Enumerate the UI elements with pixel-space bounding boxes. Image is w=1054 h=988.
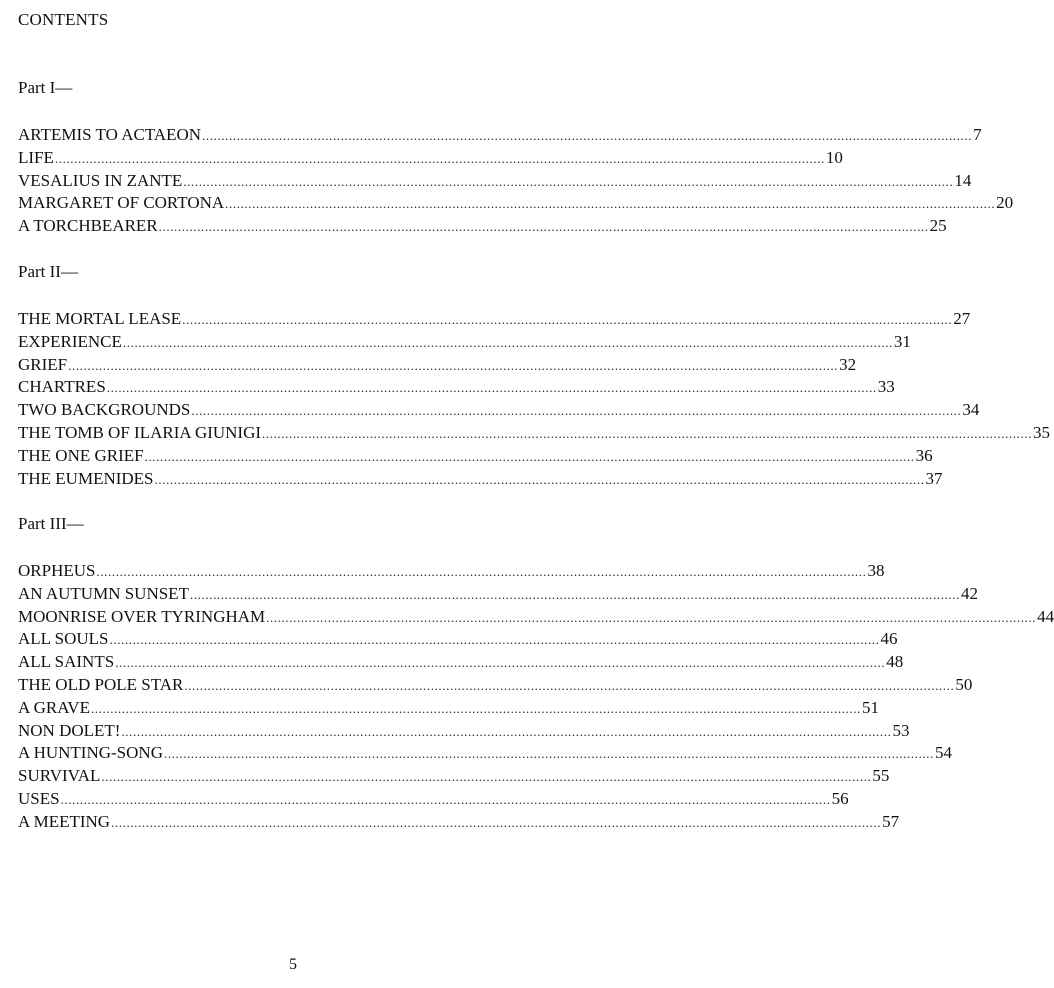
- toc-entry-title: MARGARET OF CORTONA: [18, 193, 225, 213]
- toc-entry-page: 10: [825, 147, 843, 167]
- toc-entry[interactable]: [18, 697, 879, 720]
- toc-entry[interactable]: [18, 376, 895, 399]
- toc-entry[interactable]: [18, 765, 890, 788]
- toc-leader-dots: ........................................................................................................................................................................................................: [158, 219, 929, 235]
- toc-leader-dots: ........................................................................................................................................................................................................: [266, 609, 1037, 625]
- toc-leader-dots: ........................................................................................................................................................................................................: [144, 448, 915, 464]
- toc-entry-title: THE OLD POLE STAR: [18, 674, 184, 694]
- toc-entry-page: 51: [861, 697, 879, 717]
- toc-leader-dots: ........................................................................................................................................................................................................: [184, 677, 955, 693]
- toc-leader-dots: ........................................................................................................................................................................................................: [121, 723, 892, 739]
- toc-leader-dots: ........................................................................................................................................................................................................: [183, 173, 954, 189]
- page-number: 5: [289, 956, 297, 973]
- toc-leader-dots: ........................................................................................................................................................................................................: [225, 196, 996, 212]
- part-heading: Part III—: [18, 514, 84, 533]
- toc-entry-page: 36: [915, 445, 933, 465]
- toc-entry[interactable]: [18, 560, 885, 583]
- toc-entry[interactable]: [18, 170, 972, 193]
- toc-leader-dots: ........................................................................................................................................................................................................: [202, 128, 973, 143]
- contents-title: CONTENTS: [18, 10, 109, 29]
- toc-entry-title: SURVIVAL: [18, 766, 101, 786]
- toc-entry[interactable]: [18, 331, 911, 354]
- toc-entry[interactable]: [18, 583, 978, 606]
- toc-entry-page: 7: [973, 125, 982, 144]
- toc-leader-dots: ........................................................................................................................................................................................................: [115, 655, 886, 671]
- toc-entry-page: 31: [893, 331, 911, 351]
- toc-leader-dots: ........................................................................................................................................................................................................: [106, 380, 877, 396]
- toc-entry-title: THE MORTAL LEASE: [18, 309, 182, 328]
- toc-list-part-1: [18, 124, 1014, 238]
- toc-entry-title: A HUNTING-SONG: [18, 743, 163, 763]
- toc-entry[interactable]: [18, 788, 849, 811]
- toc-leader-dots: ........................................................................................................................................................................................................: [191, 403, 962, 419]
- toc-entry-page: 42: [960, 583, 978, 603]
- toc-leader-dots: ........................................................................................................................................................................................................: [54, 150, 825, 166]
- toc-entry-page: 34: [962, 400, 980, 420]
- toc-leader-dots: ........................................................................................................................................................................................................: [90, 700, 861, 716]
- toc-entry[interactable]: [18, 422, 1051, 445]
- toc-leader-dots: ........................................................................................................................................................................................................: [111, 814, 882, 830]
- toc-entry-title: USES: [18, 788, 60, 808]
- toc-entry-title: A MEETING: [18, 811, 111, 831]
- toc-leader-dots: ........................................................................................................................................................................................................: [122, 334, 893, 350]
- toc-entry-title: MOONRISE OVER TYRINGHAM: [18, 606, 266, 626]
- toc-entry-title: TWO BACKGROUNDS: [18, 400, 191, 420]
- toc-entry-title: EXPERIENCE: [18, 331, 122, 351]
- toc-entry-page: 44: [1037, 606, 1054, 626]
- toc-entry[interactable]: [18, 399, 980, 422]
- toc-entry-page: 38: [867, 561, 885, 580]
- toc-entry-title: A GRAVE: [18, 697, 90, 717]
- toc-leader-dots: ........................................................................................................................................................................................................: [68, 357, 839, 373]
- toc-leader-dots: ........................................................................................................................................................................................................: [182, 312, 953, 327]
- part-heading: Part II—: [18, 262, 78, 281]
- toc-entry[interactable]: [18, 147, 843, 170]
- toc-entry-page: 48: [886, 652, 904, 672]
- toc-entry[interactable]: [18, 811, 900, 834]
- toc-entry[interactable]: [18, 628, 898, 651]
- toc-leader-dots: ........................................................................................................................................................................................................: [189, 586, 960, 602]
- toc-list-part-3: [18, 560, 1054, 834]
- part-heading: Part I—: [18, 78, 73, 97]
- toc-entry-title: ALL SOULS: [18, 629, 109, 649]
- toc-entry-title: LIFE: [18, 147, 54, 167]
- toc-entry-page: 37: [925, 468, 943, 488]
- toc-entry-page: 46: [880, 629, 898, 649]
- toc-entry[interactable]: [18, 468, 943, 491]
- toc-entry-page: 14: [954, 170, 972, 190]
- toc-list-part-2: [18, 308, 1051, 490]
- toc-entry[interactable]: [18, 192, 1014, 215]
- toc-entry-page: 35: [1033, 422, 1051, 442]
- toc-entry-page: 54: [934, 743, 952, 763]
- toc-entry-title: ALL SAINTS: [18, 652, 115, 672]
- toc-entry-title: ARTEMIS TO ACTAEON: [18, 125, 202, 144]
- toc-entry[interactable]: [18, 124, 982, 147]
- toc-leader-dots: ........................................................................................................................................................................................................: [101, 769, 872, 785]
- toc-entry-page: 55: [872, 766, 890, 786]
- toc-leader-dots: ........................................................................................................................................................................................................: [109, 632, 880, 648]
- toc-entry-title: THE ONE GRIEF: [18, 445, 144, 465]
- toc-entry[interactable]: [18, 606, 1054, 629]
- toc-entry-title: NON DOLET!: [18, 720, 121, 740]
- toc-entry-page: 33: [877, 377, 895, 397]
- toc-entry-title: VESALIUS IN ZANTE: [18, 170, 183, 190]
- toc-entry[interactable]: [18, 674, 973, 697]
- toc-entry-title: THE EUMENIDES: [18, 468, 154, 488]
- toc-entry-title: ORPHEUS: [18, 561, 96, 580]
- toc-entry-page: 53: [892, 720, 910, 740]
- toc-entry[interactable]: [18, 445, 933, 468]
- toc-entry-title: GRIEF: [18, 354, 68, 374]
- toc-entry-page: 50: [955, 674, 973, 694]
- toc-leader-dots: ........................................................................................................................................................................................................: [262, 425, 1033, 441]
- toc-entry-title: THE TOMB OF ILARIA GIUNIGI: [18, 422, 262, 442]
- toc-leader-dots: ........................................................................................................................................................................................................: [60, 791, 831, 807]
- toc-entry-page: 57: [882, 811, 900, 831]
- toc-entry-title: A TORCHBEARER: [18, 216, 158, 236]
- toc-entry[interactable]: [18, 742, 952, 765]
- toc-entry-page: 32: [839, 354, 857, 374]
- toc-entry-page: 56: [831, 788, 849, 808]
- toc-entry[interactable]: [18, 215, 947, 238]
- toc-leader-dots: ........................................................................................................................................................................................................: [163, 746, 934, 762]
- toc-entry[interactable]: [18, 354, 857, 377]
- toc-entry[interactable]: [18, 308, 971, 331]
- toc-entry[interactable]: [18, 720, 910, 743]
- toc-entry[interactable]: [18, 651, 904, 674]
- toc-leader-dots: ........................................................................................................................................................................................................: [96, 564, 867, 579]
- toc-entry-page: 25: [929, 216, 947, 236]
- toc-entry-title: CHARTRES: [18, 377, 106, 397]
- toc-entry-title: AN AUTUMN SUNSET: [18, 583, 189, 603]
- toc-leader-dots: ........................................................................................................................................................................................................: [154, 471, 925, 487]
- toc-entry-page: 20: [996, 193, 1014, 213]
- toc-entry-page: 27: [953, 309, 971, 328]
